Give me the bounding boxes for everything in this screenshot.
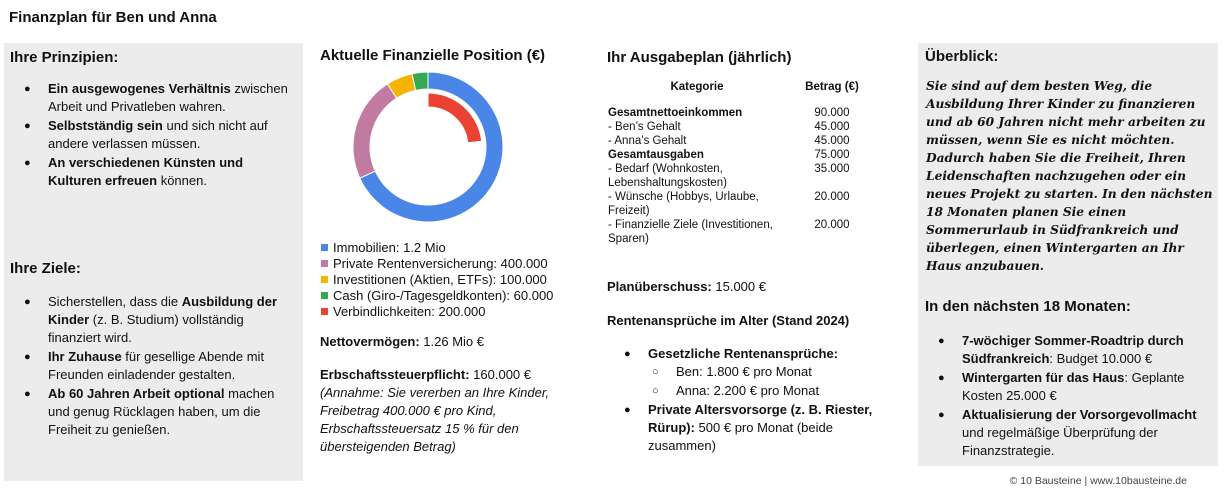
chart-legend — [321, 240, 553, 320]
pension-anna: ○ Anna: 2.200 € pro Monat — [652, 383, 820, 398]
principles-heading: Ihre Prinzipien: — [10, 49, 119, 66]
principles-list — [4, 80, 294, 191]
next-months-heading: In den nächsten 18 Monaten: — [925, 298, 1131, 315]
footer-copyright: © 10 Bausteine | www.10bausteine.de — [1009, 475, 1187, 487]
table-row: - Ben’s Gehalt 45.000 — [608, 121, 850, 133]
pension-ben: ○ Ben: 1.800 € pro Monat — [652, 364, 812, 379]
goals-heading: Ihre Ziele: — [10, 260, 81, 277]
page-title: Finanzplan für Ben und Anna — [9, 9, 217, 26]
table-row: - Finanzielle Ziele (Investitionen, Sparen) 20.000 — [608, 219, 850, 245]
legend-item-cash: Cash (Giro-/Tagesgeldkonten): 60.000 — [321, 288, 553, 304]
plan-item: ● Wintergarten für das Haus: Geplante Kosten 25.000 € — [938, 370, 1185, 403]
spending-heading: Ihr Ausgabeplan (jährlich) — [607, 49, 792, 66]
asset-donut-chart — [348, 71, 518, 231]
overview-heading: Überblick: — [925, 48, 999, 65]
plan-item: ● 7-wöchiger Sommer-Roadtrip durch Südfrankreich: Budget 10.000 € — [938, 333, 1184, 366]
goal-item: ● Sicherstellen, dass die Ausbildung der Kinder (z. B. Studium) vollständig finanziert wird. — [24, 294, 278, 345]
legend-item-rentenversicherung: Private Rentenversicherung: 400.000 — [321, 256, 553, 272]
principles-panel — [4, 43, 303, 481]
table-row: Gesamtausgaben 75.000 — [608, 149, 850, 161]
pension-private-item: ● Private Altersvorsorge (z. B. Riester, Rürup): 500 € pro Monat (beide zusammen) — [624, 402, 873, 453]
position-heading: Aktuelle Finanzielle Position (€) — [320, 47, 546, 64]
tax-note: (Annahme: Sie vererben an Ihre Kinder, Freibetrag 400.000 € pro Kind, Erbschaftssteuersatz 15 % für den übersteigenden Betrag) — [320, 385, 550, 454]
plan-surplus: Planüberschuss: 15.000 € — [607, 279, 766, 294]
position-panel — [318, 43, 588, 483]
col-amount: Betrag (€) — [805, 81, 859, 93]
goal-item: ● Ihr Zuhause für gesellige Abende mit Freunden einladender gestalten. — [24, 349, 265, 382]
table-row: - Anna’s Gehalt 45.000 — [608, 135, 850, 147]
plan-item: ● Aktualisierung der Vorsorgevollmacht und regelmäßige Überprüfung der Finanzstrategie. — [938, 407, 1197, 458]
table-row: Gesamtnettoeinkommen 90.000 — [608, 107, 850, 119]
overview-text: Sie sind auf dem besten Weg, die Ausbildung Ihrer Kinder zu finanzieren und ab 60 Jahren nicht mehr arbeiten zu müssen, wenn Sie es nicht möchten. Dadurch haben Sie die Freiheit, Ihren Leidenschaften nachzugehen oder ein neues Projekt zu starten. In den nächsten 18 Monaten planen Sie einen Sommerurlaub in Südfrankreich und überlegen, einen Wintergarten an Ihr Haus anzubauen. — [926, 79, 1213, 273]
donut-slice-2 — [353, 84, 397, 178]
legend-item-immobilien: Immobilien: 1.2 Mio — [321, 240, 553, 256]
legend-item-verbindlichkeiten: Verbindlichkeiten: 200.000 — [321, 304, 553, 320]
goal-item: ● Ab 60 Jahren Arbeit optional machen und genug Rücklagen haben, um die Freiheit zu genießen. — [24, 386, 275, 437]
inheritance-tax: Erbschaftssteuerpflicht: 160.000 € (Annahme: Sie vererben an Ihre Kinder, Freibetrag 400.000 € pro Kind, Erbschaftssteuersatz 15 % für den übersteigenden Betrag) — [320, 367, 550, 454]
spending-table — [607, 80, 877, 246]
next-months-list — [918, 332, 1210, 461]
spending-panel — [604, 43, 894, 483]
overview-panel — [918, 43, 1218, 466]
pension-legal-item: ● Gesetzliche Rentenansprüche: ○ Ben: 1.800 € pro Monat ○ Anna: 2.200 € pro Monat — [604, 345, 874, 400]
table-row: - Wünsche (Hobbys, Urlaube, Freizeit) 20.000 — [608, 191, 850, 217]
pension-list — [604, 345, 874, 456]
principle-item: ● Ein ausgewogenes Verhältnis zwischen Arbeit und Privatleben wahren. — [24, 81, 288, 114]
table-header-row — [607, 80, 877, 106]
pension-heading: Rentenansprüche im Alter (Stand 2024) — [607, 313, 850, 328]
principle-item: ● An verschiedenen Künsten und Kulturen erfreuen können. — [24, 155, 244, 188]
principle-item: ● Selbstständig sein und sich nicht auf andere verlassen müssen. — [24, 118, 268, 151]
goals-list — [4, 293, 294, 440]
net-worth: Nettovermögen: 1.26 Mio € — [320, 334, 485, 349]
legend-item-investitionen: Investitionen (Aktien, ETFs): 100.000 — [321, 272, 553, 288]
col-category: Kategorie — [670, 81, 724, 93]
table-row: - Bedarf (Wohnkosten, Lebenshaltungskosten) 35.000 — [608, 163, 850, 189]
